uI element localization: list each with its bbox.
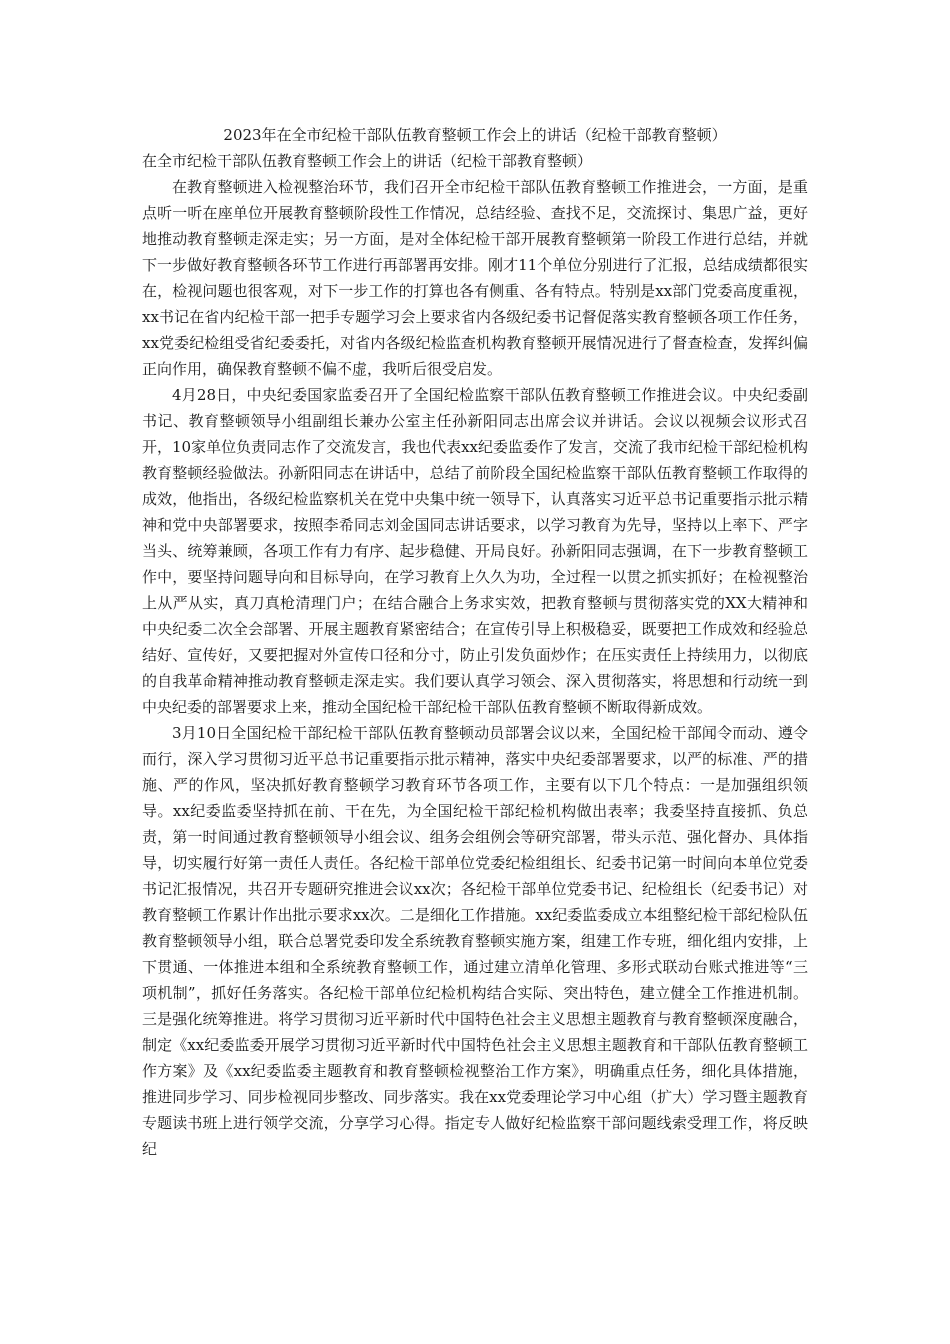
paragraph-1: 在教育整顿进入检视整治环节，我们召开全市纪检干部队伍教育整顿工作推进会，一方面，是重点听一听在座单位开展教育整顿阶段性工作情况，总结经验、查找不足，交流探讨、集思广益，更好地推动教育整顿走深走实；另一方面，是对全体纪检干部开展教育整顿第一阶段工作进行总结，并就下一步做好教育整顿各环节工作进行再部署再安排。刚才11个单位分别进行了汇报，总结成绩都很实在，检视问题也很客观，对下一步工作的打算也各有侧重、各有特点。特别是xx部门党委高度重视，xx书记在省内纪检干部一把手专题学习会上要求省内各级纪委书记督促落实教育整顿各项工作任务，xx党委纪检组受省纪委委托，对省内各级纪检监查机构教育整顿开展情况进行了督查检查，发挥纠偏正向作用，确保教育整顿不偏不虚，我听后很受启发。 bbox=[142, 178, 808, 378]
paragraph-3: 3月10日全国纪检干部纪检干部队伍教育整顿动员部署会议以来，全国纪检干部闻令而动、遵令而行，深入学习贯彻习近平总书记重要指示批示精神，落实中央纪委部署要求，以严的标准、严的措施、严的作风，坚决抓好教育整顿学习教育环节各项工作，主要有以下几个特点：一是加强组织领导。xx纪委监委坚持抓在前、干在先，为全国纪检干部纪检机构做出表率；我委坚持直接抓、负总责，第一时间通过教育整顿领导小组会议、组务会组例会等研究部署，带头示范、强化督办、具体指导，切实履行好第一责任人责任。各纪检干部单位党委纪检组组长、纪委书记第一时间向本单位党委书记汇报情况，共召开专题研究推进会议xx次；各纪检干部单位党委书记、纪检组长（纪委书记）对教育整顿工作累计作出批示要求xx次。二是细化工作措施。xx纪委监委成立本组整纪检干部纪检队伍教育整顿领导小组，联合总署党委印发全系统教育整顿实施方案，组建工作专班，细化组内安排，上下贯通、一体推进本组和全系统教育整顿工作，通过建立清单化管理、多形式联动台账式推进等“三项机制”，抓好任务落实。各纪检干部单位纪检机构结合实际、突出特色，建立健全工作推进机制。三是强化统筹推进。将学习贯彻习近平新时代中国特色社会主义思想主题教育与教育整顿深度融合，制定《xx纪委监委开展学习贯彻习近平新时代中国特色社会主义思想主题教育和干部队伍教育整顿工作方案》及《xx纪委监委主题教育和教育整顿检视整治工作方案》，明确重点任务，细化具体措施，推进同步学习、同步检视同步整改、同步落实。我在xx党委理论学习中心组（扩大）学习暨主题教育专题读书班上进行领学交流，分享学习心得。指定专人做好纪检监察干部问题线索受理工作，将反映纪 bbox=[142, 724, 808, 1158]
document-subtitle: 在全市纪检干部队伍教育整顿工作会上的讲话（纪检干部教育整顿） bbox=[142, 152, 593, 170]
document-title: 2023年在全市纪检干部队伍教育整顿工作会上的讲话（纪检干部教育整顿） bbox=[223, 126, 727, 144]
paragraph-2: 4月28日，中央纪委国家监委召开了全国纪检监察干部队伍教育整顿工作推进会议。中央纪委副书记、教育整顿领导小组副组长兼办公室主任孙新阳同志出席会议并讲话。会议以视频会议形式召开，10家单位负责同志作了交流发言，我也代表xx纪委监委作了发言，交流了我市纪检干部纪检机构教育整顿经验做法。孙新阳同志在讲话中，总结了前阶段全国纪检监察干部队伍教育整顿工作取得的成效，他指出，各级纪检监察机关在党中央集中统一领导下，认真落实习近平总书记重要指示批示精神和党中央部署要求，按照李希同志刘金国同志讲话要求，以学习教育为先导，坚持以上率下、严字当头、统筹兼顾，各项工作有力有序、起步稳健、开局良好。孙新阳同志强调，在下一步教育整顿工作中，要坚持问题导向和目标导向，在学习教育上久久为功，全过程一以贯之抓实抓好；在检视整治上从严从实，真刀真枪清理门户；在结合融合上务求实效，把教育整顿与贯彻落实党的XX大精神和中央纪委二次全会部署、开展主题教育紧密结合；在宣传引导上积极稳妥，既要把工作成效和经验总结好、宣传好，又要把握对外宣传口径和分寸，防止引发负面炒作；在压实责任上持续用力，以彻底的自我革命精神推动教育整顿走深走实。我们要认真学习领会、深入贯彻落实，将思想和行动统一到中央纪委的部署要求上来，推动全国纪检干部纪检干部队伍教育整顿不断取得新成效。 bbox=[142, 386, 809, 716]
document-body bbox=[142, 122, 808, 1162]
